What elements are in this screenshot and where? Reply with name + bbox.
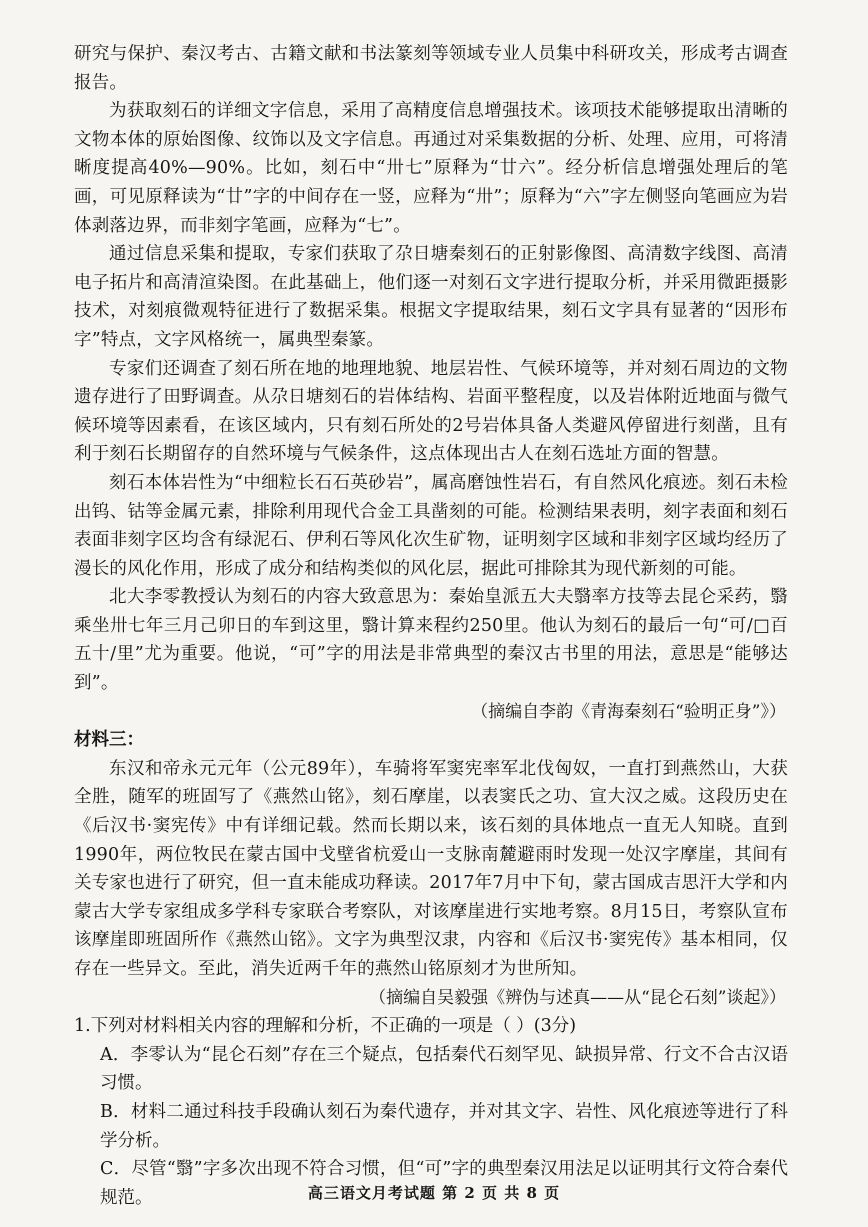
paragraph-li-ling-view: 北大李零教授认为刻石的内容大致意思为：秦始皇派五大夫翳率方技等去昆仑采药，翳乘坐卅七年三月己卯日的车到这里，翳计算来程约250里。他认为刻石的最后一句“可/□百五十/里”尤为重要。他说，“可”字的用法是非常典型的秦汉古书里的用法，意思是“能够达到”。 — [74, 587, 788, 694]
paragraph-info-extraction: 通过信息采集和提取，专家们获取了尕日塘秦刻石的正射影像图、高清数字线图、高清电子拓片和高清渲染图。在此基础上，他们逐一对刻石文字进行提取分析，并采用微距摄影技术，对刻痕微观特征进行了数据采集。根据文字提取结果，刻石文字具有显著的“因形布字”特点，文字风格统一，属典型秦篆。 — [74, 244, 788, 350]
material-three-heading: 材料三： — [74, 730, 144, 751]
paragraph-rock-analysis: 刻石本体岩性为“中细粒长石石英砂岩”，属高磨蚀性岩石，有自然风化痕迹。刻石未检出钨、钴等金属元素，排除利用现代合金工具凿刻的可能。检测结果表明，刻字表面和刻石表面非刻字区均含有绿泥石、伊利石等风化次生矿物，证明刻字区域和非刻字区域均经历了漫长的风化作用，形成了成分和结构类似的风化层，据此可排除其为现代新刻的可能。 — [74, 472, 788, 579]
page-footer: 高三语文月考试题 第 2 页 共 8 页 — [307, 1184, 561, 1202]
paragraph-continued: 研究与保护、秦汉考古、古籍文献和书法篆刻等领域专业人员集中科研攻关，形成考古调查报告。 — [74, 44, 788, 93]
citation-material-two: （摘编自李韵《青海秦刻石“验明正身”》） — [471, 701, 786, 722]
option-a: A．李零认为“昆仑石刻”存在三个疑点，包括秦代石刻罕见、缺损异常、行文不合古汉语习惯。 — [100, 1044, 788, 1094]
citation-material-three: （摘编自吴毅强《辨伪与述真——从“昆仑石刻”谈起》） — [369, 987, 786, 1008]
paragraph-info-enhancement: 为获取刻石的详细文字信息，采用了高精度信息增强技术。该项技术能够提取出清晰的文物本体的原始图像、纹饰以及文字信息。再通过对采集数据的分析、处理、应用，可将清晰度提高40%—90%。比如，刻石中“卅七”原释为“廿六”。经分析信息增强处理后的笔画，可见原释读为“廿”字的中间存在一竖，应释为“卅”；原释为“六”字左侧竖向笔画应为岩体剥落边界，而非刻字笔画，应释为“七”。 — [74, 101, 788, 236]
option-b: B．材料二通过科技手段确认刻石为秦代遗存，并对其文字、岩性、风化痕迹等进行了科学分析。 — [100, 1101, 788, 1151]
paragraph-field-survey: 专家们还调查了刻石所在地的地理地貌、地层岩性、气候环境等，并对刻石周边的文物遗存进行了田野调查。从尕日塘刻石的岩体结构、岩面平整程度，以及岩体附近地面与微气候环境等因素看，在该区域内，只有刻石所处的2号岩体具备人类避风停留进行刻凿，且有利于刻石长期留存的自然环境与气候条件，这点体现出古人在刻石选址方面的智慧。 — [74, 358, 788, 465]
option-c: C．尽管“翳”字多次出现不符合习惯，但“可”字的典型秦汉用法足以证明其行文符合秦代规范。 — [100, 1159, 788, 1208]
question-stem: 1.下列对材料相关内容的理解和分析，不正确的一项是（ ）(3分) — [74, 1016, 577, 1037]
paragraph-yanran-inscription: 东汉和帝永元元年（公元89年），车骑将军窦宪率军北伐匈奴，一直打到燕然山，大获全胜，随军的班固写了《燕然山铭》，刻石摩崖，以表窦氏之功、宣大汉之威。这段历史在《后汉书·窦宪传》中有详细记载。然而长期以来，该石刻的具体地点一直无人知晓。直到1990年，两位牧民在蒙古国中戈壁省杭爱山一支脉南麓避雨时发现一处汉字摩崖，其间有关专家也进行了研究，但一直未能成功释读。2017年7月中下旬，蒙古国成吉思汗大学和内蒙古大学专家组成多学科专家联合考察队，对该摩崖进行实地考察。8月15日，考察队宣布该摩崖即班固所作《燕然山铭》。文字为典型汉隶，内容和《后汉书·窦宪传》基本相同，仅存在一些异文。至此，消失近两千年的燕然山铭原刻才为世所知。 — [74, 758, 788, 979]
